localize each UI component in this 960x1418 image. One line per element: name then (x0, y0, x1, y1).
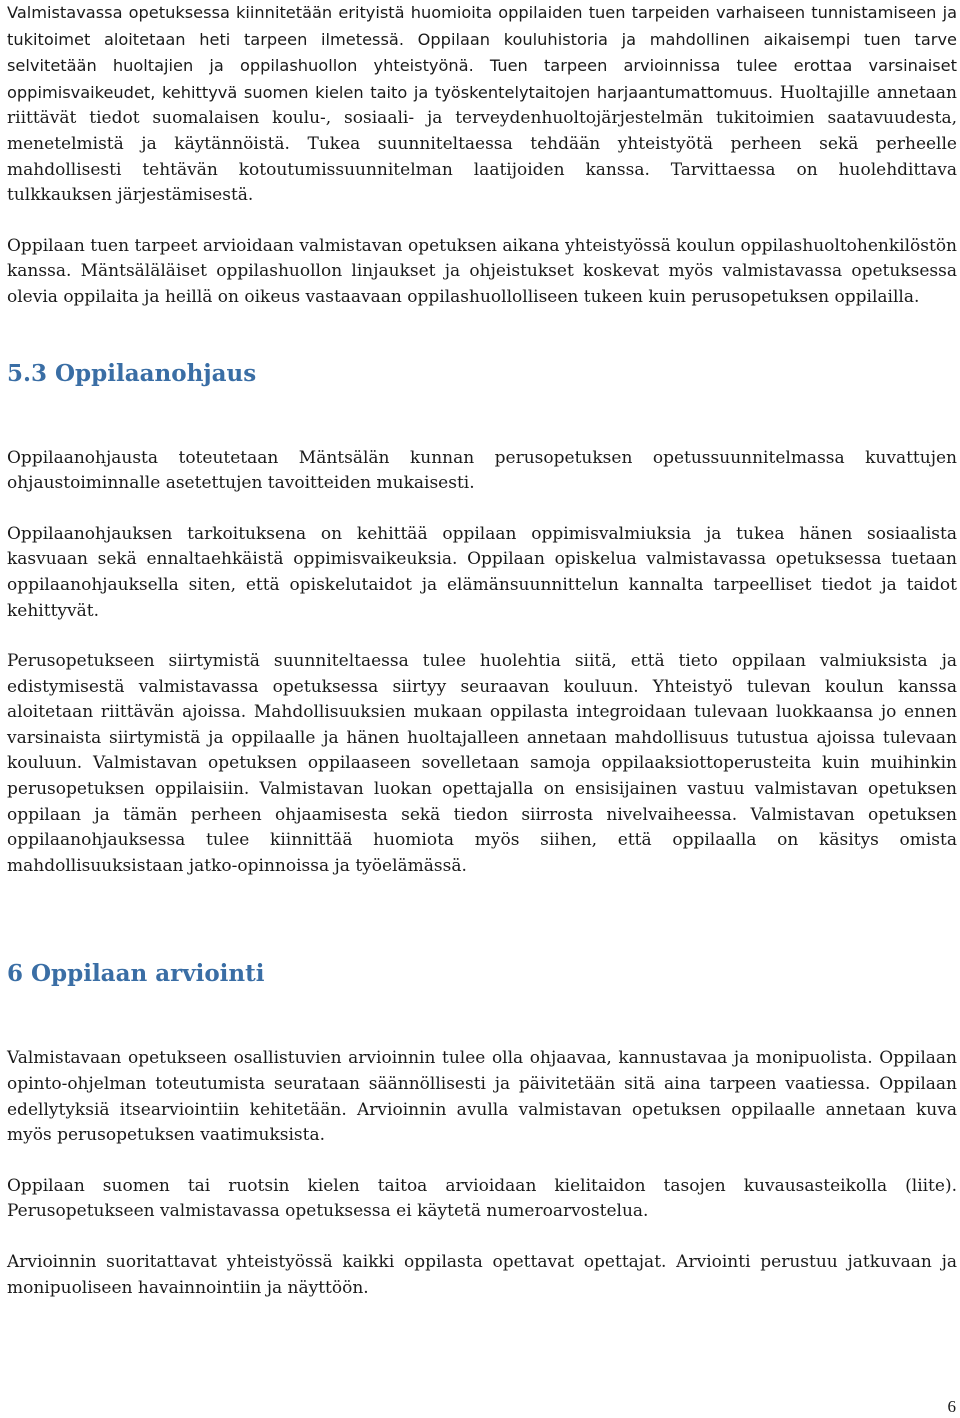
intro-paragraph-1-serif-part: Huoltajille annetaan riittävät tiedot suomalaisen koulu-, sosiaali- ja terveydenhuoltojärjestelmän tukitoimien saatavuudesta, menetelmistä ja käytännöistä. Tukea suunniteltaessa tehdään yhteistyötä perheen sekä perheelle mahdollisesti tehtävän kotoutumissuunnitelman laatijoiden kanssa. Tarvittaessa on huolehdittava tulkkauksen järjestämisestä. (7, 82, 957, 206)
page-number: 6 (947, 1397, 956, 1416)
section-5-3-paragraph-3: Perusopetukseen siirtymistä suunniteltaessa tulee huolehtia siitä, että tieto oppilaan valmiuksista ja edistymisestä valmistavassa opetuksessa siirtyy seuraavan kouluun. Yhteistyö tulevan koulun kanssa aloitetaan riittävän ajoissa. Mahdollisuuksien mukaan oppilasta integroidaan tulevaan luokkaansa jo ennen varsinaista siirtymistä ja oppilaalle ja hänen huoltajalleen annetaan mahdollisuus tutustua ajoissa tulevaan kouluun. Valmistavan opetuksen oppilaaseen sovelletaan samoja oppilaaksiottoperusteita kuin muihinkin perusopetuksen oppilaisiin. Valmistavan luokan opettajalla on ensisijainen vastuu valmistavan opetuksen oppilaan ja tämän perheen ohjaamisesta sekä tiedon siirrosta nivelvaiheessa. Valmistavan opetuksen oppilaanohjauksessa tulee kiinnittää huomiota myös siihen, että oppilaalla on käsitys omista mahdollisuuksistaan jatko-opinnoissa ja työelämässä. (7, 651, 957, 876)
section-heading-6: 6 Oppilaan arviointi (7, 960, 265, 988)
section-6-paragraph-1: Valmistavaan opetukseen osallistuvien arvioinnin tulee olla ohjaavaa, kannustavaa ja monipuolista. Oppilaan opinto-ohjelman toteutumista seurataan säännöllisesti ja päivitetään sitä aina tarpeen vaatiessa. Oppilaan edellytyksiä itsearviointiin kehitetään. Arvioinnin avulla valmistavan opetuksen oppilaalle annetaan kuva myös perusopetuksen vaatimuksista. (7, 1048, 957, 1146)
document-page (7, 0, 957, 1301)
intro-paragraph-1 (7, 0, 957, 209)
section-5-3-paragraph-2: Oppilaanohjauksen tarkoituksena on kehittää oppilaan oppimisvalmiuksia ja tukea hänen sosiaalista kasvuaan sekä ennaltaehkäistä oppimisvaikeuksia. Oppilaan opiskelua valmistavassa opetuksessa tuetaan oppilaanohjauksella siten, että opiskelutaidot ja elämänsuunnittelun kannalta tarpeelliset tiedot ja taidot kehittyvät. (7, 523, 957, 621)
section-6-paragraph-3: Arvioinnin suoritattavat yhteistyössä kaikki oppilasta opettavat opettajat. Arviointi perustuu jatkuvaan ja monipuoliseen havainnointiin ja näyttöön. (7, 1252, 957, 1298)
intro-paragraph-2: Oppilaan tuen tarpeet arvioidaan valmistavan opetuksen aikana yhteistyössä koulun oppilashuoltohenkilöstön kanssa. Mäntsäläläiset oppilashuollon linjaukset ja ohjeistukset koskevat myös valmistavassa opetuksessa olevia oppilaita ja heillä on oikeus vastaavaan oppilashuollolliseen tukeen kuin perusopetuksen oppilailla. (7, 235, 957, 307)
section-heading-5-3: 5.3 Oppilaanohjaus (7, 359, 257, 387)
intro-paragraph-1-sans-part: Valmistavassa opetuksessa kiinnitetään erityistä huomioita oppilaiden tuen tarpeiden varhaiseen tunnistamiseen ja tukitoimet aloitetaan heti tarpeen ilmetessä. Oppilaan kouluhistoria ja mahdollinen aikaisempi tuen tarve selvitetään huoltajien ja oppilashuollon yhteistyönä. Tuen tarpeen arvioinnissa tulee erottaa varsinaiset oppimisvaikeudet, kehittyvä suomen kielen taito ja työskentelytaitojen harjaantumattomuus. (7, 3, 957, 102)
section-5-3-paragraph-1: Oppilaanohjausta toteutetaan Mäntsälän kunnan perusopetuksen opetussuunnitelmassa kuvattujen ohjaustoiminnalle asetettujen tavoitteiden mukaisesti. (7, 447, 957, 494)
section-6-paragraph-2: Oppilaan suomen tai ruotsin kielen taitoa arvioidaan kielitaidon tasojen kuvausasteikolla (liite). Perusopetukseen valmistavassa opetuksessa ei käytetä numeroarvostelua. (7, 1175, 957, 1222)
